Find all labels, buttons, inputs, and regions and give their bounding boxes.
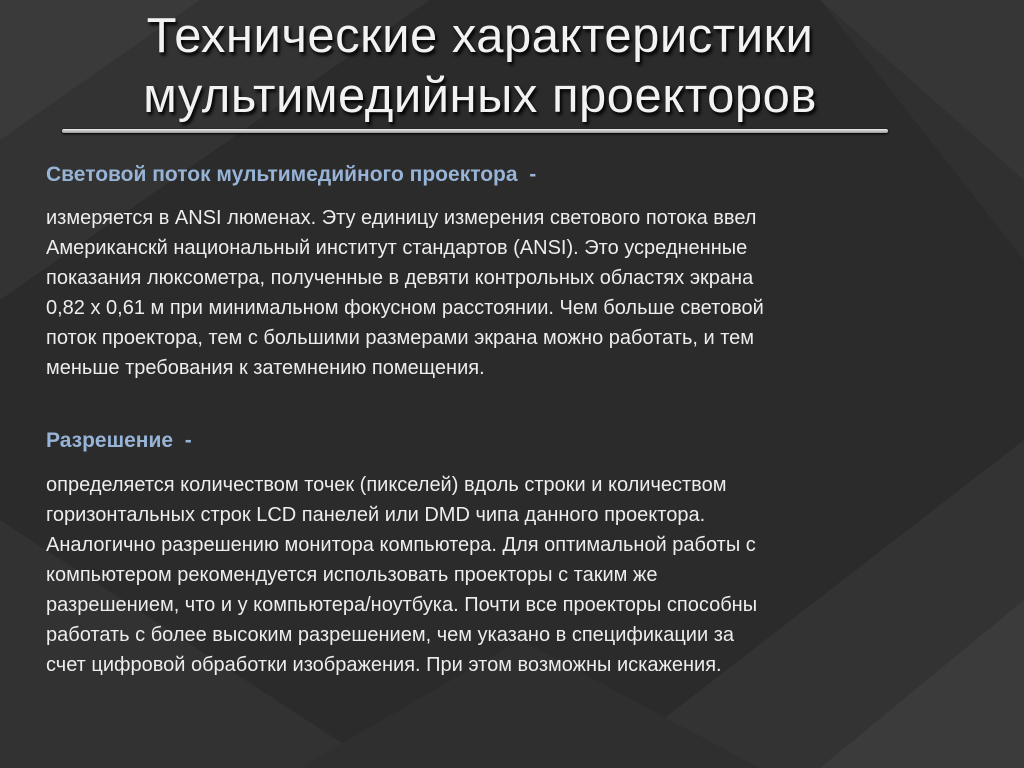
- body-line: работать с более высоким разрешением, чем указано в спецификации за: [46, 624, 734, 646]
- body-line: счет цифровой обработки изображения. При этом возможны искажения.: [46, 654, 722, 676]
- section-body-resolution: [46, 470, 986, 680]
- section-body-luminous-flux: [46, 203, 986, 383]
- slide-title: [60, 6, 900, 126]
- section-heading-luminous-flux: Световой поток мультимедийного проектора -: [46, 163, 537, 186]
- body-line: разрешением, что и у компьютера/ноутбука. Почти все проекторы способны: [46, 594, 758, 616]
- body-line: горизонтальных строк LCD панелей или DMD чипа данного проектора.: [46, 504, 706, 526]
- slide-title-line: Технические характеристики: [146, 9, 814, 63]
- slide-title-line: мультимедийных проекторов: [143, 69, 817, 123]
- body-line: компьютером рекомендуется использовать проекторы с таким же: [46, 564, 658, 586]
- section-heading-resolution: Разрешение -: [46, 429, 192, 452]
- title-divider: [62, 129, 888, 133]
- body-line: поток проектора, тем с большими размерами экрана можно работать, и тем: [46, 327, 755, 349]
- body-line: Аналогично разрешению монитора компьютера. Для оптимальной работы с: [46, 534, 756, 556]
- body-line: Американскй национальный институт стандартов (ANSI). Это усредненные: [46, 237, 748, 259]
- body-line: измеряется в ANSI люменах. Эту единицу измерения светового потока ввел: [46, 207, 757, 229]
- body-line: 0,82 x 0,61 м при минимальном фокусном расстоянии. Чем больше световой: [46, 297, 764, 319]
- body-line: определяется количеством точек (пикселей) вдоль строки и количеством: [46, 474, 727, 496]
- body-line: меньше требования к затемнению помещения.: [46, 357, 485, 379]
- body-line: показания люксометра, полученные в девяти контрольных областях экрана: [46, 267, 754, 289]
